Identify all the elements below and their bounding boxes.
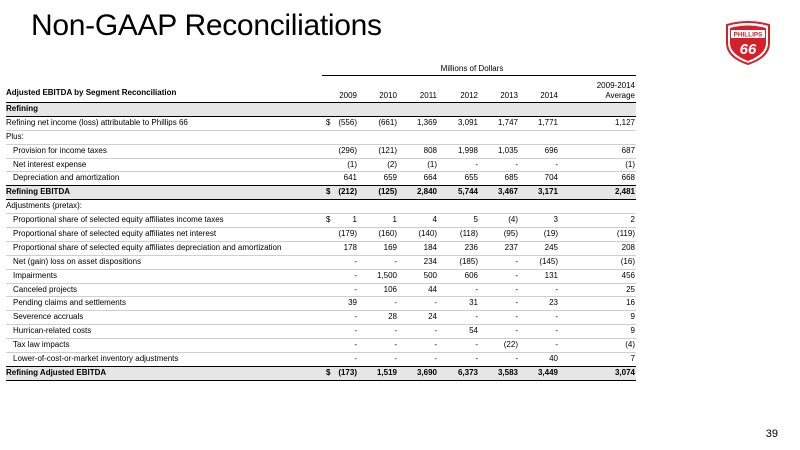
average-cell: 208 <box>621 242 635 252</box>
value-cell: - <box>354 270 357 280</box>
svg-text:PHILLIPS: PHILLIPS <box>733 31 763 39</box>
value-cell: - <box>354 284 357 294</box>
row-label: Refining EBITDA <box>6 187 70 197</box>
value-cell: 184 <box>423 242 437 252</box>
value-cell: 1,500 <box>376 270 397 280</box>
value-cell: - <box>475 354 478 364</box>
table-row <box>6 311 636 325</box>
reconciliation-table <box>6 62 636 381</box>
average-cell: 3,074 <box>614 367 635 377</box>
value-cell: - <box>354 312 357 322</box>
value-cell: (1) <box>427 159 437 169</box>
value-cell: - <box>354 326 357 336</box>
value-cell: (160) <box>378 229 397 239</box>
value-cell: 685 <box>504 173 518 183</box>
year-header: 2010 <box>379 91 397 100</box>
table-row <box>6 145 636 159</box>
value-cell: 1,771 <box>537 117 558 127</box>
value-cell: 1,747 <box>497 117 518 127</box>
table-row <box>6 242 636 256</box>
value-cell: - <box>555 284 558 294</box>
row-label: Lower-of-cost-or-market inventory adjustments <box>13 354 179 364</box>
value-cell: 3,690 <box>416 367 437 377</box>
average-cell: 9 <box>630 312 635 322</box>
average-cell: 9 <box>630 326 635 336</box>
svg-text:66: 66 <box>739 41 757 58</box>
units-label: Millions of Dollars <box>440 64 504 73</box>
row-label: Refining net income (loss) attributable to Phillips 66 <box>6 117 188 127</box>
header-row <box>6 76 636 103</box>
value-cell: - <box>555 159 558 169</box>
value-cell: - <box>475 340 478 350</box>
value-cell: - <box>555 312 558 322</box>
value-cell: 54 <box>469 326 478 336</box>
phillips66-logo <box>724 21 772 65</box>
value-cell: - <box>515 354 518 364</box>
value-cell: 178 <box>343 242 357 252</box>
table-row <box>6 325 636 339</box>
row-label: Adjustments (pretax): <box>6 201 83 211</box>
value-cell: (661) <box>378 117 397 127</box>
value-cell: (19) <box>543 229 558 239</box>
table-row <box>6 117 636 131</box>
row-label: Proportional share of selected equity affiliates income taxes <box>13 215 224 225</box>
value-cell: (2) <box>387 159 397 169</box>
value-cell: 500 <box>423 270 437 280</box>
value-cell: - <box>394 354 397 364</box>
value-cell: 245 <box>544 242 558 252</box>
value-cell: 1,519 <box>376 367 397 377</box>
value-cell: - <box>515 312 518 322</box>
table-row <box>6 284 636 298</box>
value-cell: - <box>354 354 357 364</box>
table-row <box>6 159 636 173</box>
currency-symbol: $ <box>326 215 331 225</box>
value-cell: - <box>394 298 397 308</box>
value-cell: 704 <box>544 173 558 183</box>
value-cell: 5 <box>473 215 478 225</box>
value-cell: 234 <box>423 256 437 266</box>
value-cell: - <box>394 326 397 336</box>
row-label: Net (gain) loss on asset dispositions <box>13 256 142 266</box>
value-cell: 44 <box>428 284 437 294</box>
value-cell: (22) <box>503 340 518 350</box>
table-row <box>6 131 636 145</box>
value-cell: 3,583 <box>497 367 518 377</box>
table-row <box>6 353 636 367</box>
row-label: Plus: <box>6 131 24 141</box>
row-label: Proportional share of selected equity affiliates depreciation and amortization <box>13 242 282 252</box>
page-number: 39 <box>765 428 778 440</box>
value-cell: 39 <box>348 298 357 308</box>
value-cell: - <box>434 326 437 336</box>
value-cell: (185) <box>459 256 478 266</box>
value-cell: 1,035 <box>497 145 518 155</box>
average-cell: 687 <box>621 145 635 155</box>
value-cell: (121) <box>378 145 397 155</box>
average-cell: (1) <box>625 159 635 169</box>
value-cell: 106 <box>383 284 397 294</box>
average-cell: (4) <box>625 340 635 350</box>
year-header: 2011 <box>419 91 437 100</box>
value-cell: 40 <box>549 354 558 364</box>
value-cell: - <box>354 340 357 350</box>
average-cell: 25 <box>626 284 635 294</box>
row-label: Canceled projects <box>13 284 78 294</box>
row-label: Provision for income taxes <box>13 145 107 155</box>
value-cell: - <box>354 256 357 266</box>
subtotal-row <box>6 367 636 381</box>
value-cell: 3,091 <box>457 117 478 127</box>
value-cell: 2,840 <box>416 187 437 197</box>
table-row <box>6 214 636 228</box>
year-header: 2009 <box>339 91 357 100</box>
value-cell: (4) <box>508 215 518 225</box>
average-cell: 2 <box>630 215 635 225</box>
row-label: Net interest expense <box>13 159 87 169</box>
value-cell: 31 <box>469 298 478 308</box>
value-cell: (125) <box>378 187 397 197</box>
value-cell: - <box>475 312 478 322</box>
value-cell: 3,449 <box>537 367 558 377</box>
value-cell: 5,744 <box>457 187 478 197</box>
value-cell: 1,998 <box>457 145 478 155</box>
value-cell: 28 <box>388 312 397 322</box>
value-cell: 1 <box>392 215 397 225</box>
value-cell: 3,171 <box>537 187 558 197</box>
value-cell: 808 <box>423 145 437 155</box>
value-cell: 664 <box>423 173 437 183</box>
average-cell: 16 <box>626 298 635 308</box>
table-row <box>6 172 636 186</box>
value-cell: - <box>394 256 397 266</box>
value-cell: (1) <box>347 159 357 169</box>
table-row <box>6 256 636 270</box>
table-row <box>6 297 636 311</box>
row-label: Depreciation and amortization <box>13 173 120 183</box>
value-cell: 237 <box>504 242 518 252</box>
table-row <box>6 339 636 353</box>
average-cell: (119) <box>616 229 635 239</box>
value-cell: 236 <box>464 242 478 252</box>
value-cell: - <box>434 340 437 350</box>
value-cell: - <box>515 284 518 294</box>
row-label: Hurrican-related costs <box>13 326 92 336</box>
value-cell: 606 <box>464 270 478 280</box>
value-cell: 659 <box>383 173 397 183</box>
table-row <box>6 200 636 214</box>
value-cell: (140) <box>418 229 437 239</box>
value-cell: - <box>515 326 518 336</box>
row-label: Severence accruals <box>13 312 84 322</box>
currency-symbol: $ <box>326 367 331 377</box>
units-row <box>6 62 636 76</box>
table-title: Adjusted EBITDA by Segment Reconciliation <box>6 88 177 98</box>
currency-symbol: $ <box>326 187 331 197</box>
value-cell: (173) <box>338 367 357 377</box>
subtotal-row <box>6 186 636 200</box>
value-cell: 169 <box>383 242 397 252</box>
currency-symbol: $ <box>326 117 331 127</box>
year-header: 2013 <box>500 91 518 100</box>
value-cell: (118) <box>459 229 478 239</box>
row-label: Pending claims and settlements <box>13 298 126 308</box>
value-cell: 3,467 <box>497 187 518 197</box>
value-cell: - <box>434 298 437 308</box>
average-cell: 2,481 <box>614 187 635 197</box>
year-header: 2014 <box>540 91 558 100</box>
value-cell: (556) <box>338 117 357 127</box>
value-cell: (95) <box>503 229 518 239</box>
value-cell: - <box>515 298 518 308</box>
value-cell: 641 <box>343 173 357 183</box>
table-row <box>6 228 636 242</box>
value-cell: 4 <box>432 215 437 225</box>
average-cell: 668 <box>621 173 635 183</box>
value-cell: - <box>515 256 518 266</box>
value-cell: 655 <box>464 173 478 183</box>
value-cell: - <box>555 340 558 350</box>
average-cell: 456 <box>621 270 635 280</box>
value-cell: 6,373 <box>457 367 478 377</box>
value-cell: (179) <box>338 229 357 239</box>
table-row <box>6 270 636 284</box>
value-cell: - <box>475 284 478 294</box>
row-label: Proportional share of selected equity affiliates net interest <box>13 229 217 239</box>
page-title: Non-GAAP Reconciliations <box>31 9 382 42</box>
value-cell: 1 <box>352 215 357 225</box>
value-cell: 696 <box>544 145 558 155</box>
value-cell: 23 <box>549 298 558 308</box>
value-cell: 3 <box>553 215 558 225</box>
year-header: 2012 <box>460 91 478 100</box>
average-cell: 1,127 <box>614 117 635 127</box>
row-label: Tax law impacts <box>13 340 70 350</box>
section-header: Refining <box>6 103 636 117</box>
value-cell: (145) <box>539 256 558 266</box>
value-cell: 24 <box>428 312 437 322</box>
value-cell: 1,369 <box>416 117 437 127</box>
value-cell: (212) <box>338 187 357 197</box>
value-cell: - <box>515 159 518 169</box>
value-cell: - <box>555 326 558 336</box>
value-cell: - <box>434 354 437 364</box>
value-cell: 131 <box>544 270 558 280</box>
average-cell: (16) <box>620 256 635 266</box>
average-header: 2009-2014 Average <box>596 81 635 100</box>
row-label: Refining Adjusted EBITDA <box>6 367 107 377</box>
value-cell: - <box>515 270 518 280</box>
value-cell: - <box>475 159 478 169</box>
row-label: Impairments <box>13 270 58 280</box>
value-cell: - <box>394 340 397 350</box>
value-cell: (296) <box>338 145 357 155</box>
average-cell: 7 <box>630 354 635 364</box>
